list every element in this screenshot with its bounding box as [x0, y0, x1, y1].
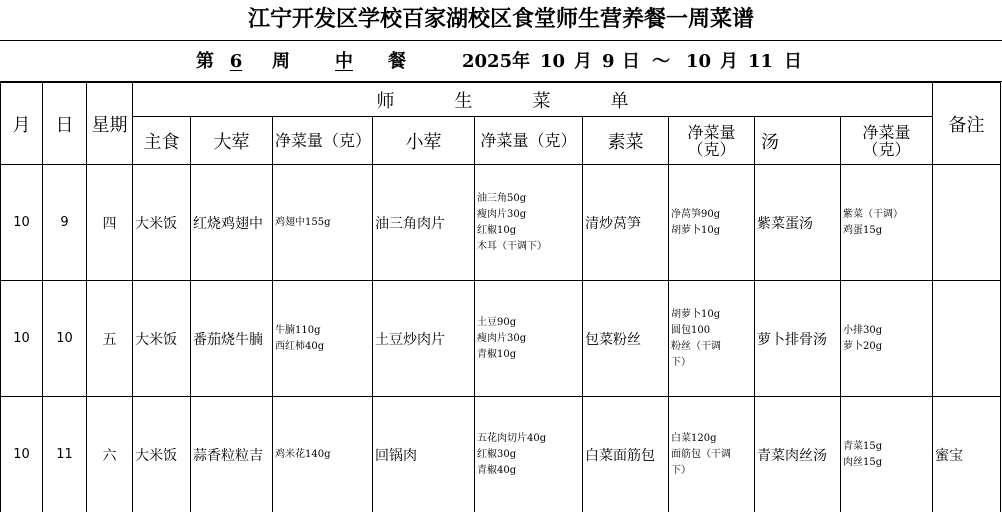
week-number: 6: [229, 51, 243, 72]
header-small-net: 净菜量（克）: [475, 117, 583, 165]
row-small-meat: 回锅肉: [373, 397, 475, 512]
net-line: 五花肉切片40g: [477, 432, 547, 444]
row-remarks: [933, 165, 1001, 281]
row-small-meat: 土豆炒肉片: [373, 281, 475, 397]
net-line: 胡萝卜10g: [671, 308, 721, 320]
header-month: 月: [1, 83, 43, 165]
net-line: 胡萝卜10g: [671, 224, 721, 236]
week-suffix: 周: [272, 51, 290, 72]
year: 2025年: [462, 51, 531, 72]
row-main-net: [273, 281, 373, 397]
header-veg: 素菜: [583, 117, 669, 165]
net-line: 青菜15g: [843, 440, 883, 452]
header-menu-group: 师生菜单: [133, 83, 933, 117]
row-main-meat: 蒜香粒粒吉: [191, 397, 273, 512]
header-staple: 主食: [133, 117, 191, 165]
net-line: 西红柿40g: [275, 340, 325, 352]
net-line: 净莴笋90g: [671, 208, 721, 220]
row-day: 10: [43, 281, 87, 397]
end-month: 10: [686, 51, 712, 72]
net-line: 下）: [671, 464, 691, 476]
row-main-net: [273, 397, 373, 512]
net-line: 粉丝（干调: [671, 340, 721, 352]
end-month-label: 月: [720, 51, 738, 72]
row-veg-net: [669, 397, 755, 512]
net-line: 小排30g: [843, 324, 883, 336]
row-soup: 萝卜排骨汤: [755, 281, 841, 397]
row-soup-net: [841, 281, 933, 397]
header-main-net: 净菜量（克）: [273, 117, 373, 165]
start-month: 10: [540, 51, 566, 72]
table-row: [1, 397, 1001, 512]
meal-type: 中: [335, 51, 353, 72]
row-soup: 青菜肉丝汤: [755, 397, 841, 512]
menu-table: [0, 82, 1001, 512]
net-line: 萝卜20g: [843, 340, 883, 352]
row-day: 9: [43, 165, 87, 281]
row-veg-net: [669, 281, 755, 397]
net-line: 面筋包（干调: [671, 448, 731, 460]
page-title: 江宁开发区学校百家湖校区食堂师生营养餐一周菜谱: [247, 7, 754, 32]
net-line: 瘦肉片30g: [477, 208, 527, 220]
row-veg-net: [669, 165, 755, 281]
net-line: 土豆90g: [477, 316, 517, 328]
net-line: 圆包100: [671, 324, 711, 336]
end-day-label: 日: [784, 51, 802, 72]
net-line: 瘦肉片30g: [477, 332, 527, 344]
row-day: 11: [43, 397, 87, 512]
row-weekday: 四: [87, 165, 133, 281]
header-weekday: 星期: [87, 83, 133, 165]
row-weekday: 六: [87, 397, 133, 512]
net-line: 鸡蛋15g: [843, 224, 883, 236]
row-main-meat: 红烧鸡翅中: [191, 165, 273, 281]
row-remarks: [933, 281, 1001, 397]
row-staple: 大米饭: [133, 281, 191, 397]
row-small-net: [475, 165, 583, 281]
net-line: 油三角50g: [477, 192, 527, 204]
row-small-net: [475, 281, 583, 397]
row-veg: 包菜粉丝: [583, 281, 669, 397]
net-line: 鸡翅中155g: [275, 216, 331, 228]
start-month-label: 月: [574, 51, 592, 72]
end-day: 11: [748, 51, 774, 72]
header-main-meat: 大荤: [191, 117, 273, 165]
start-day-label: 日: [622, 51, 640, 72]
net-line: 木耳（干调下）: [477, 240, 547, 252]
net-line: 青椒10g: [477, 348, 517, 360]
header-day: 日: [43, 83, 87, 165]
net-line: 白菜120g: [671, 432, 717, 444]
row-soup-net: [841, 397, 933, 512]
row-month: 10: [1, 281, 43, 397]
header-remarks: 备注: [933, 83, 1001, 165]
row-main-meat: 番茄烧牛腩: [191, 281, 273, 397]
row-veg: 白菜面筋包: [583, 397, 669, 512]
net-line: 红椒10g: [477, 224, 517, 236]
row-weekday: 五: [87, 281, 133, 397]
header-soup: 汤: [755, 117, 841, 165]
net-line: 红椒30g: [477, 448, 517, 460]
net-line: 鸡米花140g: [275, 448, 331, 460]
net-line: 紫菜（干调）: [843, 208, 903, 220]
header-veg-net: 净菜量（克）: [669, 117, 755, 165]
range-tilde: ～: [652, 51, 670, 72]
row-soup: 紫菜蛋汤: [755, 165, 841, 281]
week-info-line: [0, 40, 1002, 82]
row-staple: 大米饭: [133, 165, 191, 281]
row-staple: 大米饭: [133, 397, 191, 512]
net-line: 牛腩110g: [275, 324, 321, 336]
header-soup-net: 净菜量（克）: [841, 117, 933, 165]
header-small-meat: 小荤: [373, 117, 475, 165]
net-line: 肉丝15g: [843, 456, 883, 468]
row-remarks: 蜜宝: [933, 397, 1001, 512]
week-prefix: 第: [196, 51, 214, 72]
row-veg: 清炒莴笋: [583, 165, 669, 281]
row-main-net: [273, 165, 373, 281]
row-soup-net: [841, 165, 933, 281]
start-day: 9: [602, 51, 615, 72]
net-line: 青椒40g: [477, 464, 517, 476]
row-small-net: [475, 397, 583, 512]
table-row: [1, 165, 1001, 281]
row-month: 10: [1, 397, 43, 512]
meal-suffix: 餐: [388, 51, 406, 72]
net-line: 下）: [671, 356, 691, 368]
row-month: 10: [1, 165, 43, 281]
table-row: [1, 281, 1001, 397]
row-small-meat: 油三角肉片: [373, 165, 475, 281]
